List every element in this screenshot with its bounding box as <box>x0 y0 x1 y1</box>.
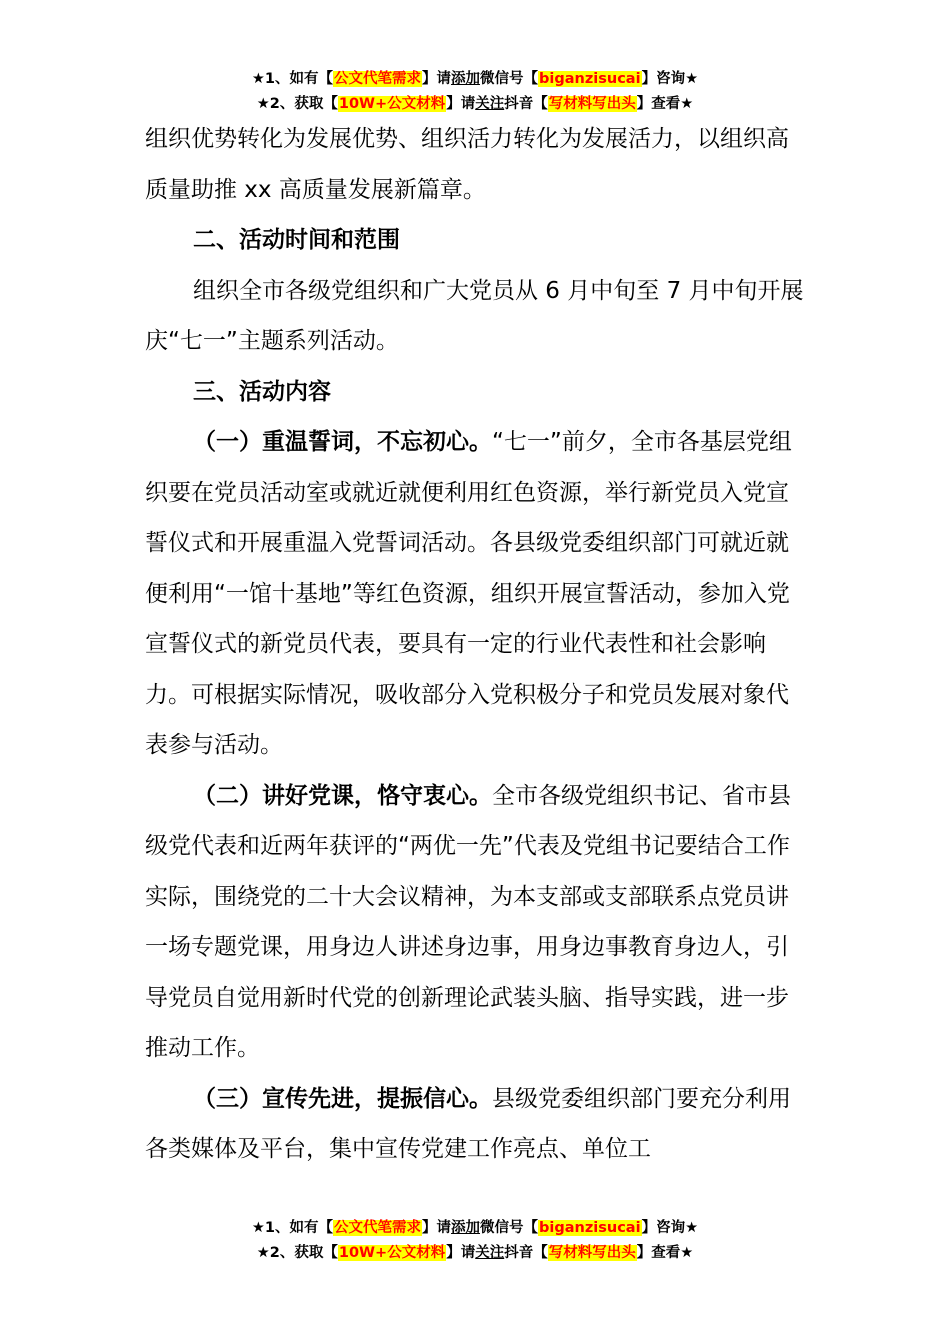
promo-highlight: 公文代笔需求 <box>334 1220 422 1236</box>
promo-text: 】查看★ <box>636 96 694 112</box>
promo-text: ★1、如有【 <box>251 1220 334 1236</box>
promo-highlight: 10W+公文材料 <box>338 96 446 112</box>
promo-highlight: 10W+公文材料 <box>338 1245 446 1261</box>
promo-highlight: biganzisucai <box>539 1220 641 1236</box>
promo-text: ★1、如有【 <box>251 71 334 87</box>
promo-highlight: 公文代笔需求 <box>334 71 422 87</box>
subsection-1-title: （一）重温誓词，不忘初心。 <box>193 429 492 455</box>
promo-line-1 <box>0 67 950 92</box>
subsection-3-text: 县级党委组织部门要充分利用各类媒体及平台，集中宣传党建工作亮点、单位工 <box>145 1085 791 1162</box>
promo-highlight: biganzisucai <box>539 71 641 87</box>
subsection-2-title: （二）讲好党课，恪守衷心。 <box>193 782 492 809</box>
promo-text: 抖音【 <box>504 96 548 112</box>
promo-banner-bottom <box>0 1216 950 1266</box>
promo-text: 微信号【 <box>480 1220 539 1236</box>
promo-line-2 <box>0 1241 950 1266</box>
subsection-3-title: （三）宣传先进，提振信心。 <box>193 1085 492 1112</box>
promo-text: 微信号【 <box>480 71 539 87</box>
promo-text: 】咨询★ <box>641 1220 699 1236</box>
promo-text: 】请 <box>422 71 452 87</box>
promo-underline: 添加 <box>451 71 481 87</box>
paragraph-continuation: 组织优势转化为发展优势、组织活力转化为发展活力，以组织高质量助推 xx 高质量发展新篇章。 <box>145 126 789 203</box>
subsection-2 <box>145 771 810 1074</box>
promo-banner-top <box>0 67 950 117</box>
promo-text: ★2、获取【 <box>256 96 338 112</box>
document-body <box>145 114 810 1175</box>
subsection-1 <box>145 417 810 771</box>
promo-underline: 添加 <box>451 1220 481 1236</box>
section-heading-2: 二、活动时间和范围 <box>193 227 400 253</box>
promo-text: 】查看★ <box>636 1245 694 1261</box>
subsection-2-text: 全市各级党组织书记、省市县级党代表和近两年获评的“两优一先”代表及党组书记要结合工作实际，围绕党的二十大会议精神，为本支部或支部联系点党员讲一场专题党课，用身边人讲述身边事，用身边事教育身边人，引导党员自觉用新时代党的创新理论武装头脑、指导实践，进一步推动工作。 <box>145 782 791 1061</box>
promo-text: 】请 <box>422 1220 452 1236</box>
promo-text: ★2、获取【 <box>256 1245 338 1261</box>
promo-text: 】请 <box>446 1245 476 1261</box>
section-heading-3: 三、活动内容 <box>193 378 331 405</box>
promo-highlight: 写材料写出头 <box>548 96 636 112</box>
promo-text: 】咨询★ <box>641 71 699 87</box>
promo-text: 抖音【 <box>504 1245 548 1261</box>
promo-underline: 关注 <box>475 1245 505 1261</box>
promo-highlight: 写材料写出头 <box>548 1245 636 1261</box>
subsection-3 <box>145 1074 810 1175</box>
subsection-1-text: “七一”前夕，全市各基层党组织要在党员活动室或就近就便利用红色资源，举行新党员入党宣誓仪式和开展重温入党誓词活动。各县级党委组织部门可就近就便利用“一馆十基地”等红色资源，组织开展宣誓活动，参加入党宣誓仪式的新党员代表，要具有一定的行业代表性和社会影响力。可根据实际情况，吸收部分入党积极分子和党员发展对象代表参与活动。 <box>145 429 792 758</box>
promo-underline: 关注 <box>475 96 505 112</box>
paragraph-time-scope: 组织全市各级党组织和广大党员从 6 月中旬至 7 月中旬开展庆“七一”主题系列活动。 <box>145 277 804 354</box>
promo-text: 】请 <box>446 96 476 112</box>
promo-line-1 <box>0 1216 950 1241</box>
